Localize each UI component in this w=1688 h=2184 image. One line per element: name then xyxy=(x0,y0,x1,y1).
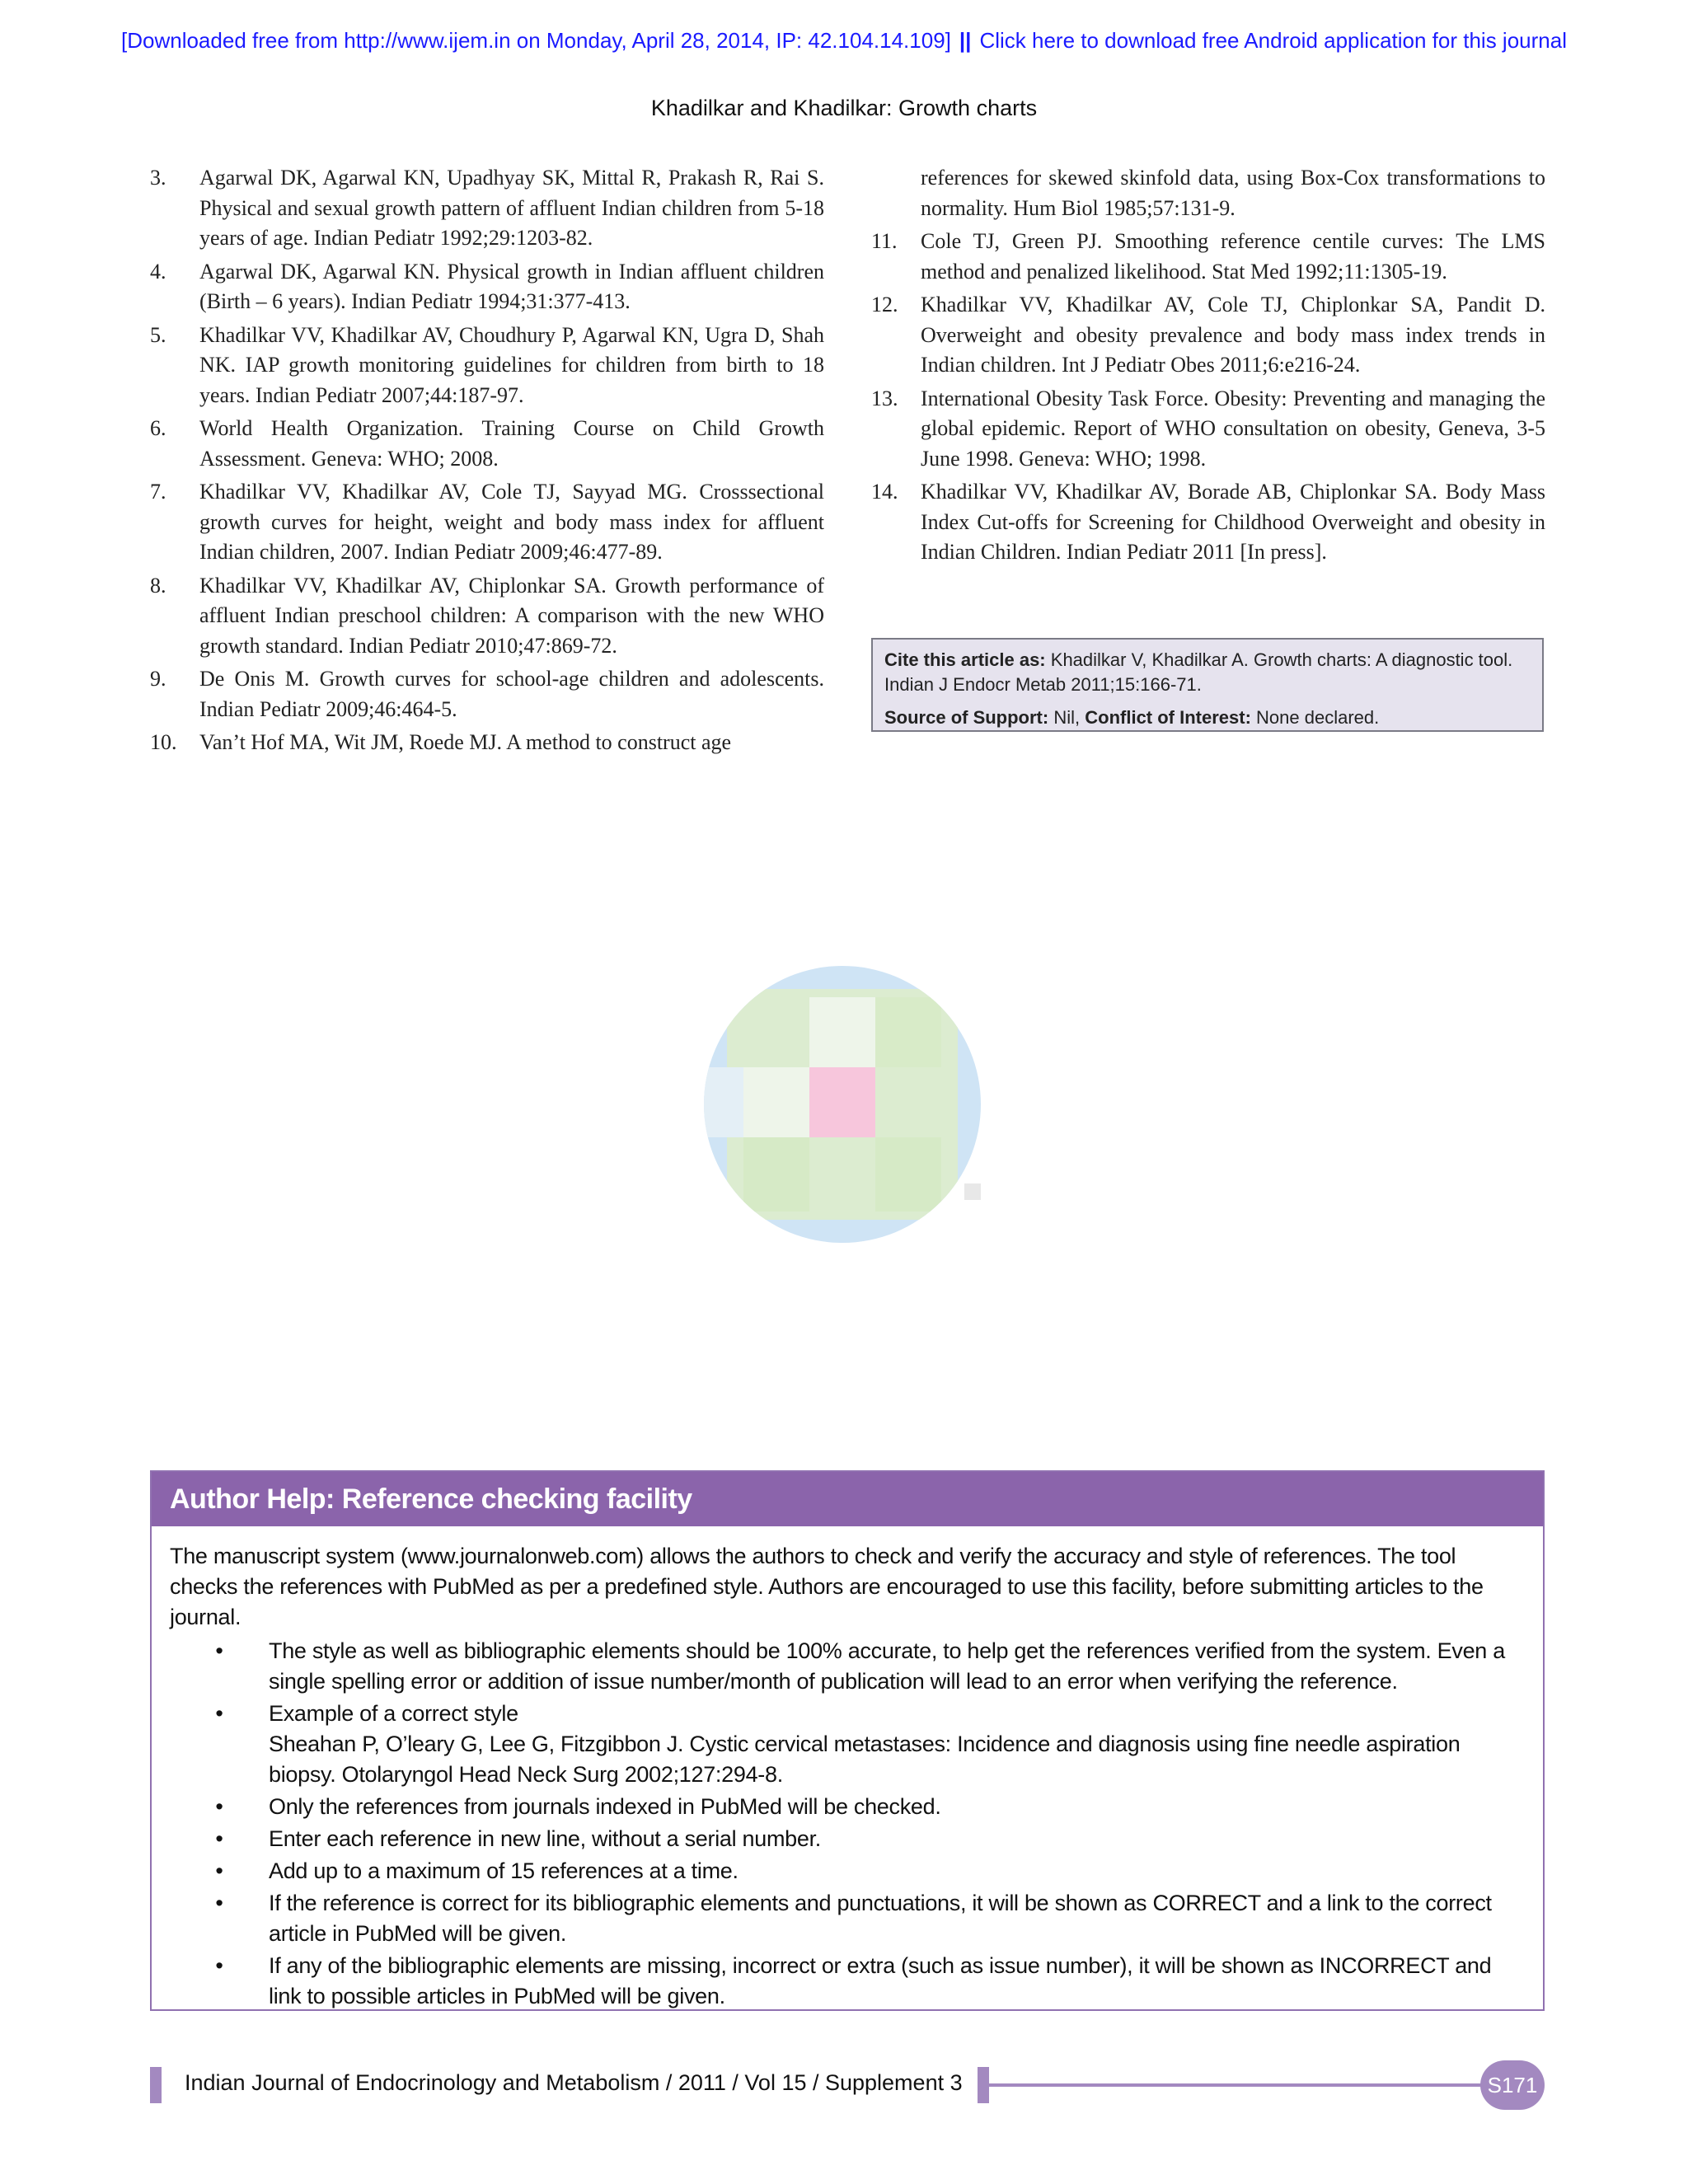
journal-logo-icon xyxy=(702,964,982,1244)
reference-text: World Health Organization. Training Course on Child Growth Assessment. Geneva: WHO; 2008. xyxy=(199,416,824,471)
reference-item xyxy=(871,384,1545,475)
footer-accent-bar xyxy=(978,2067,989,2103)
bullet-text: If any of the bibliographic elements are missing, incorrect or extra (such as issue number), it will be shown as INCORRECT and link to possible articles in PubMed will be given. xyxy=(269,1953,1492,2008)
running-head: Khadilkar and Khadilkar: Growth charts xyxy=(650,96,1038,120)
reference-number: 9. xyxy=(150,667,166,691)
bullet-text: If the reference is correct for its bibliographic elements and punctuations, it will be shown as CORRECT and a link to the correct article in PubMed will be given. xyxy=(269,1891,1492,1946)
reference-number: 4. xyxy=(150,259,166,284)
bullet-icon: • xyxy=(215,1953,223,1978)
support-value: Nil, xyxy=(1053,707,1081,728)
example-label: Example of a correct style xyxy=(269,1701,518,1726)
banner-separator: || xyxy=(959,28,972,53)
android-app-link[interactable]: Click here to download free Android application for this journal xyxy=(979,28,1567,53)
bullet-icon: • xyxy=(215,1638,223,1663)
reference-item xyxy=(150,728,824,758)
support-line xyxy=(884,705,1531,730)
list-item xyxy=(170,1699,1525,1790)
references-right-column xyxy=(871,163,1545,571)
reference-number: 5. xyxy=(150,322,166,347)
list-item xyxy=(170,1951,1525,2012)
author-help-title: Author Help: Reference checking facility xyxy=(152,1472,1543,1526)
bullet-icon: • xyxy=(215,1701,223,1726)
references-left-column xyxy=(150,163,824,762)
reference-item xyxy=(150,414,824,474)
bullet-icon: • xyxy=(215,1891,223,1915)
cite-line xyxy=(884,648,1531,697)
reference-item xyxy=(150,321,824,411)
list-item xyxy=(170,1792,1525,1822)
reference-item xyxy=(150,257,824,317)
reference-text: International Obesity Task Force. Obesity: Preventing and managing the global epidemic. Report of WHO consultation on obesity, Geneva, 3-5 June 1998. Geneva: WHO; 1998. xyxy=(921,386,1545,471)
list-item xyxy=(170,1888,1525,1949)
support-label: Source of Support: xyxy=(884,707,1049,728)
bullet-text: Enter each reference in new line, without a serial number. xyxy=(269,1826,821,1851)
reference-item xyxy=(150,477,824,568)
cite-label: Cite this article as: xyxy=(884,649,1046,670)
reference-number: 3. xyxy=(150,166,166,190)
reference-text: Khadilkar VV, Khadilkar AV, Choudhury P, Agarwal KN, Ugra D, Shah NK. IAP growth monitoring guidelines for children from birth to 18 years. Indian Pediatr 2007;44:187-97. xyxy=(199,322,824,407)
conflict-label: Conflict of Interest: xyxy=(1085,707,1251,728)
reference-text: Agarwal DK, Agarwal KN, Upadhyay SK, Mittal R, Prakash R, Rai S. Physical and sexual growth pattern of affluent Indian children from 5-18 years of age. Indian Pediatr 1992;29:1203-82. xyxy=(199,166,824,250)
footer-journal-info: Indian Journal of Endocrinology and Metabolism / 2011 / Vol 15 / Supplement 3 xyxy=(185,2070,963,2095)
reference-number: 10. xyxy=(150,730,177,754)
bullet-text xyxy=(269,1699,1525,1790)
page-number-badge: S171 xyxy=(1480,2060,1545,2110)
author-help-body xyxy=(152,1526,1543,2012)
reference-number: 11. xyxy=(871,229,898,253)
list-item xyxy=(170,1636,1525,1697)
reference-item xyxy=(150,664,824,724)
reference-number: 8. xyxy=(150,573,166,598)
author-help-intro: The manuscript system (www.journalonweb.com) allows the authors to check and verify the accuracy and style of references. The tool checks the references with PubMed as per a predefined style. Authors are encouraged to use this facility, before submitting articles to the journal. xyxy=(170,1544,1484,1629)
reference-number: 7. xyxy=(150,480,166,504)
reference-text: references for skewed skinfold data, using Box-Cox transformations to normality. Hum Biol 1985;57:131-9. xyxy=(921,166,1545,220)
bullet-text: Only the references from journals indexed in PubMed will be checked. xyxy=(269,1794,941,1819)
reference-number: 13. xyxy=(871,386,898,410)
list-item xyxy=(170,1856,1525,1886)
example-reference: Sheahan P, O’leary G, Lee G, Fitzgibbon J. Cystic cervical metastases: Incidence and diagnosis using fine needle aspiration biopsy. Otolaryngol Head Neck Surg 2002;127:294-8. xyxy=(269,1732,1461,1787)
reference-number: 6. xyxy=(150,416,166,440)
bullet-icon: • xyxy=(215,1858,223,1883)
reference-number: 12. xyxy=(871,293,898,316)
author-help-box xyxy=(150,1470,1545,2011)
bullet-text: Add up to a maximum of 15 references at a time. xyxy=(269,1858,738,1883)
reference-item xyxy=(871,477,1545,568)
cite-text: Khadilkar V, Khadilkar A. Growth charts: A diagnostic tool. Indian J Endocr Metab 2011;15:166-71. xyxy=(884,649,1513,695)
bullet-icon: • xyxy=(215,1794,223,1819)
download-banner xyxy=(0,28,1688,54)
reference-text: Van’t Hof MA, Wit JM, Roede MJ. A method to construct age xyxy=(199,730,732,754)
reference-number: 14. xyxy=(871,480,898,504)
reference-text: Khadilkar VV, Khadilkar AV, Borade AB, Chiplonkar SA. Body Mass Index Cut-offs for Screening for Childhood Overweight and obesity in Indian Children. Indian Pediatr 2011 [In press]. xyxy=(921,480,1545,564)
download-link[interactable]: [Downloaded free from http://www.ijem.in on Monday, April 28, 2014, IP: 42.104.14.109] xyxy=(121,28,951,53)
bullet-text: The style as well as bibliographic elements should be 100% accurate, to help get the references verified from the system. Even a single spelling error or addition of issue number/month of publication will lead to an error when verifying the reference. xyxy=(269,1638,1505,1694)
reference-item xyxy=(150,571,824,662)
reference-text: De Onis M. Growth curves for school-age children and adolescents. Indian Pediatr 2009;46:464-5. xyxy=(199,667,824,721)
reference-text: Cole TJ, Green PJ. Smoothing reference centile curves: The LMS method and penalized likelihood. Stat Med 1992;11:1305-19. xyxy=(921,229,1545,284)
author-help-list xyxy=(170,1636,1525,2012)
conflict-value: None declared. xyxy=(1256,707,1380,728)
bullet-icon: • xyxy=(215,1826,223,1851)
reference-item xyxy=(871,290,1545,381)
list-item xyxy=(170,1824,1525,1854)
reference-text: Agarwal DK, Agarwal KN. Physical growth in Indian affluent children (Birth – 6 years). Indian Pediatr 1994;31:377-413. xyxy=(199,259,824,313)
footer-divider xyxy=(989,2083,1492,2087)
footer-accent-bar xyxy=(150,2067,162,2103)
reference-item xyxy=(871,227,1545,287)
reference-text: Khadilkar VV, Khadilkar AV, Chiplonkar SA. Growth performance of affluent Indian preschool children: A comparison with the new WHO growth standard. Indian Pediatr 2010;47:869-72. xyxy=(199,573,824,658)
reference-text: Khadilkar VV, Khadilkar AV, Cole TJ, Sayyad MG. Crosssectional growth curves for height, weight and body mass index for affluent Indian children, 2007. Indian Pediatr 2009;46:477-89. xyxy=(199,480,824,564)
reference-continuation xyxy=(871,163,1545,223)
cite-this-article-box xyxy=(871,638,1544,732)
reference-item xyxy=(150,163,824,254)
reference-text: Khadilkar VV, Khadilkar AV, Cole TJ, Chiplonkar SA, Pandit D. Overweight and obesity prevalence and body mass index trends in Indian children. Int J Pediatr Obes 2011;6:e216-24. xyxy=(921,293,1545,377)
